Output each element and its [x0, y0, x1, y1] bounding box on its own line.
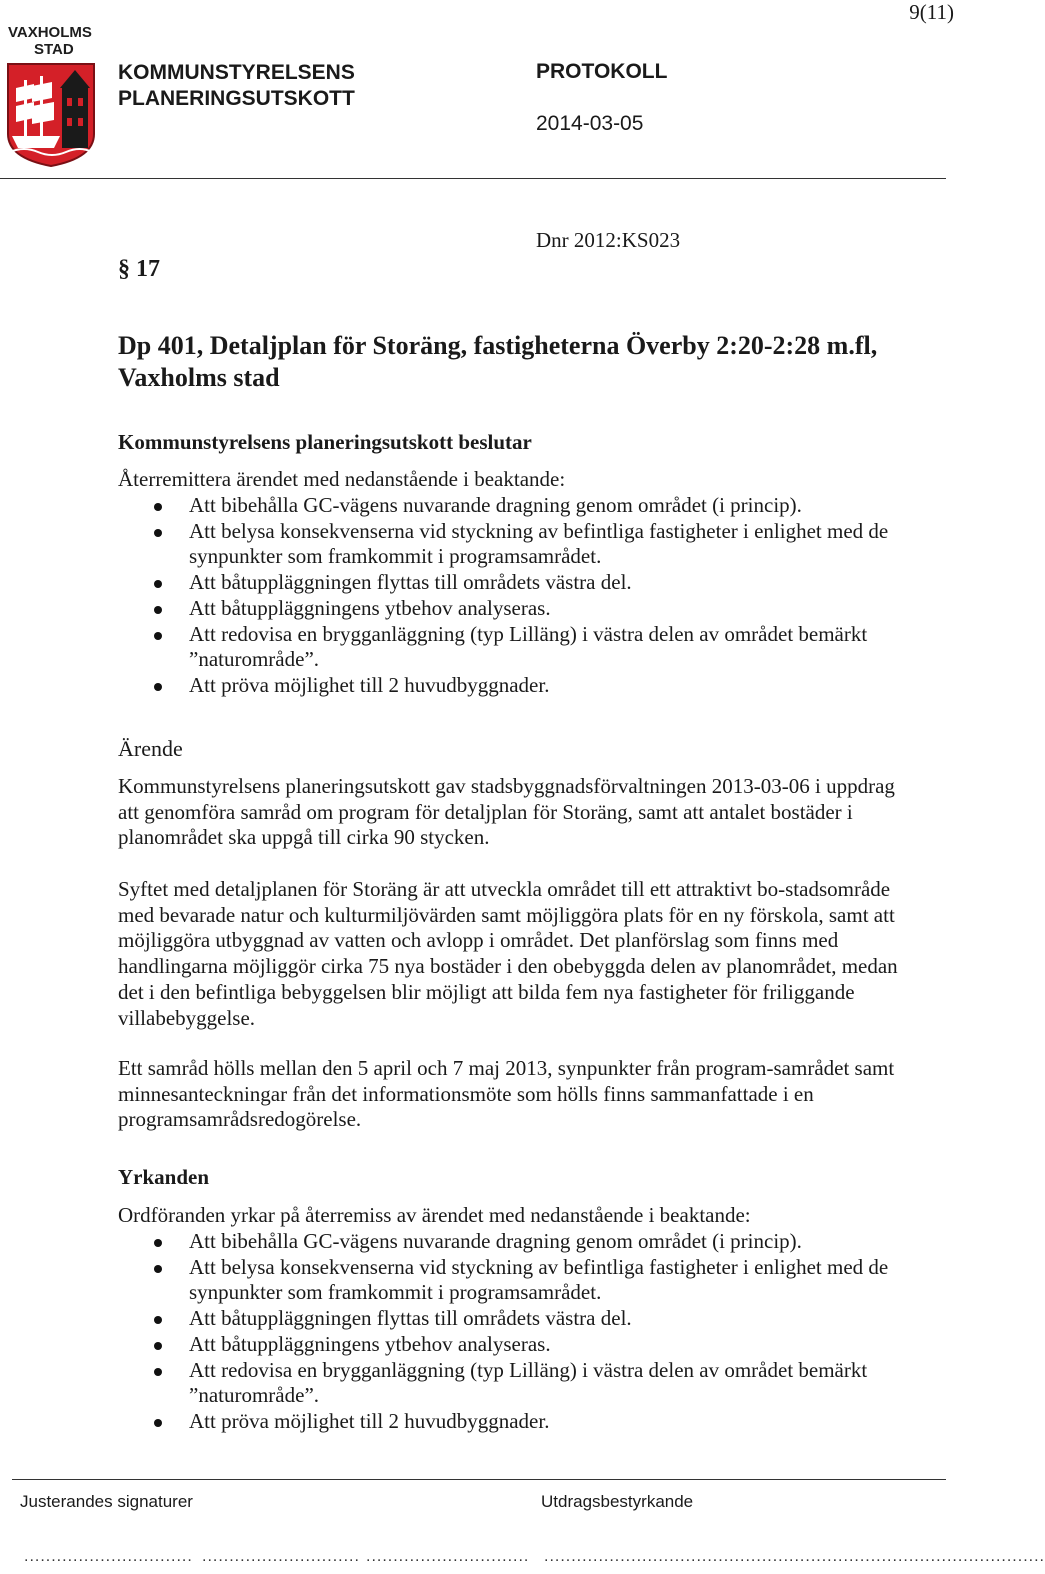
- signatures-label: Justerandes signaturer: [20, 1492, 193, 1511]
- case-number: Dnr 2012:KS023: [536, 228, 681, 252]
- decision-heading: Kommunstyrelsens planeringsutskott beslutar: [118, 430, 532, 454]
- bullet-icon: [154, 632, 162, 640]
- list-item: Att båtuppläggningen flyttas till områdets västra del.: [118, 570, 908, 596]
- page-number: 9(11): [909, 0, 954, 24]
- list-item: Att båtuppläggningens ytbehov analyseras.: [118, 1332, 908, 1358]
- bullet-icon: [154, 529, 162, 537]
- signature-line-3: ..............................: [366, 1548, 530, 1565]
- list-item: Att båtuppläggningens ytbehov analyseras.: [118, 596, 908, 622]
- bullet-icon: [154, 683, 162, 691]
- list-item: Att pröva möjlighet till 2 huvudbyggnader.: [118, 1409, 908, 1435]
- bullet-icon: [154, 1265, 162, 1273]
- organization-name: KOMMUNSTYRELSENS PLANERINGSUTSKOTT: [118, 61, 355, 110]
- bullet-icon: [154, 1239, 162, 1247]
- shield-icon: [4, 24, 98, 168]
- document-type: PROTOKOLL: [536, 60, 668, 83]
- matter-paragraph-1: Kommunstyrelsens planeringsutskott gav stadsbyggnadsförvaltningen 2013-03-06 i uppdrag att genomföra samråd om program för detaljplan för Storäng, samt att antalet bostäder i planområdet ska uppgå till cirka 90 stycken.: [118, 774, 895, 850]
- claims-list: [118, 1229, 908, 1435]
- list-item: Att belysa konsekvenserna vid styckning av befintliga fastigheter i enlighet med de synpunkter som framkommit i programsamrådet.: [118, 519, 908, 570]
- meeting-date: 2014-03-05: [536, 112, 644, 135]
- decision-list: [118, 493, 908, 699]
- signature-line-2: .............................: [202, 1548, 360, 1565]
- matter-paragraph-3: Ett samråd hölls mellan den 5 april och 7 maj 2013, synpunkter från program-samrådet samt minnesanteckningar från det informationsmöte som hölls finns sammanfattade i en programsamrådsredogörelse.: [118, 1056, 895, 1132]
- list-item: Att belysa konsekvenserna vid styckning av befintliga fastigheter i enlighet med de synpunkter som framkommit i programsamrådet.: [118, 1255, 908, 1306]
- header-divider: [0, 178, 946, 179]
- vaxholm-coat-of-arms-logo: [4, 24, 98, 168]
- list-item: Att redovisa en brygganläggning (typ Lilläng) i västra delen av området bemärkt ”naturområde”.: [118, 622, 908, 673]
- extract-certification-label: Utdragsbestyrkande: [541, 1492, 694, 1511]
- decision-intro: Återremittera ärendet med nedanstående i beaktande:: [118, 467, 566, 491]
- case-title: Dp 401, Detaljplan för Storäng, fastigheterna Överby 2:20-2:28 m.fl, Vaxholms stad: [118, 331, 878, 392]
- bullet-icon: [154, 580, 162, 588]
- bullet-icon: [154, 1316, 162, 1324]
- list-item: Att båtuppläggningen flyttas till områdets västra del.: [118, 1306, 908, 1332]
- matter-heading: Ärende: [118, 736, 183, 761]
- list-item: Att redovisa en brygganläggning (typ Lilläng) i västra delen av området bemärkt ”naturområde”.: [118, 1358, 908, 1409]
- certification-line: ............................................................................................: [544, 1548, 1045, 1565]
- list-item: Att bibehålla GC-vägens nuvarande dragning genom området (i princip).: [118, 493, 908, 519]
- claims-heading: Yrkanden: [118, 1165, 210, 1189]
- bullet-icon: [154, 606, 162, 614]
- footer-divider: [12, 1479, 946, 1480]
- signature-line-1: ...............................: [24, 1548, 193, 1565]
- list-item: Att bibehålla GC-vägens nuvarande dragning genom området (i princip).: [118, 1229, 908, 1255]
- logo-text: VAXHOLMS STAD: [8, 24, 92, 58]
- bullet-icon: [154, 1419, 162, 1427]
- claims-intro: Ordföranden yrkar på återremiss av ärendet med nedanstående i beaktande:: [118, 1203, 751, 1227]
- matter-paragraph-2: Syftet med detaljplanen för Storäng är att utveckla området till ett attraktivt bo-stadsområde med bevarade natur och kulturmiljövärden samt möjliggöra plats för en ny förskola, samt att möjliggöra utbyggnad av vatten och avlopp i området. Det planförslag som finns med handlingarna möjliggör cirka 75 nya bostäder i den obebyggda delen av planområdet, medan det i den befintliga bebyggelsen blir möjligt att bilda fem nya fastigheter för friliggande villabebyggelse.: [118, 877, 898, 1030]
- paragraph-number: § 17: [118, 256, 160, 282]
- bullet-icon: [154, 503, 162, 511]
- bullet-icon: [154, 1368, 162, 1376]
- bullet-icon: [154, 1342, 162, 1350]
- list-item: Att pröva möjlighet till 2 huvudbyggnader.: [118, 673, 908, 699]
